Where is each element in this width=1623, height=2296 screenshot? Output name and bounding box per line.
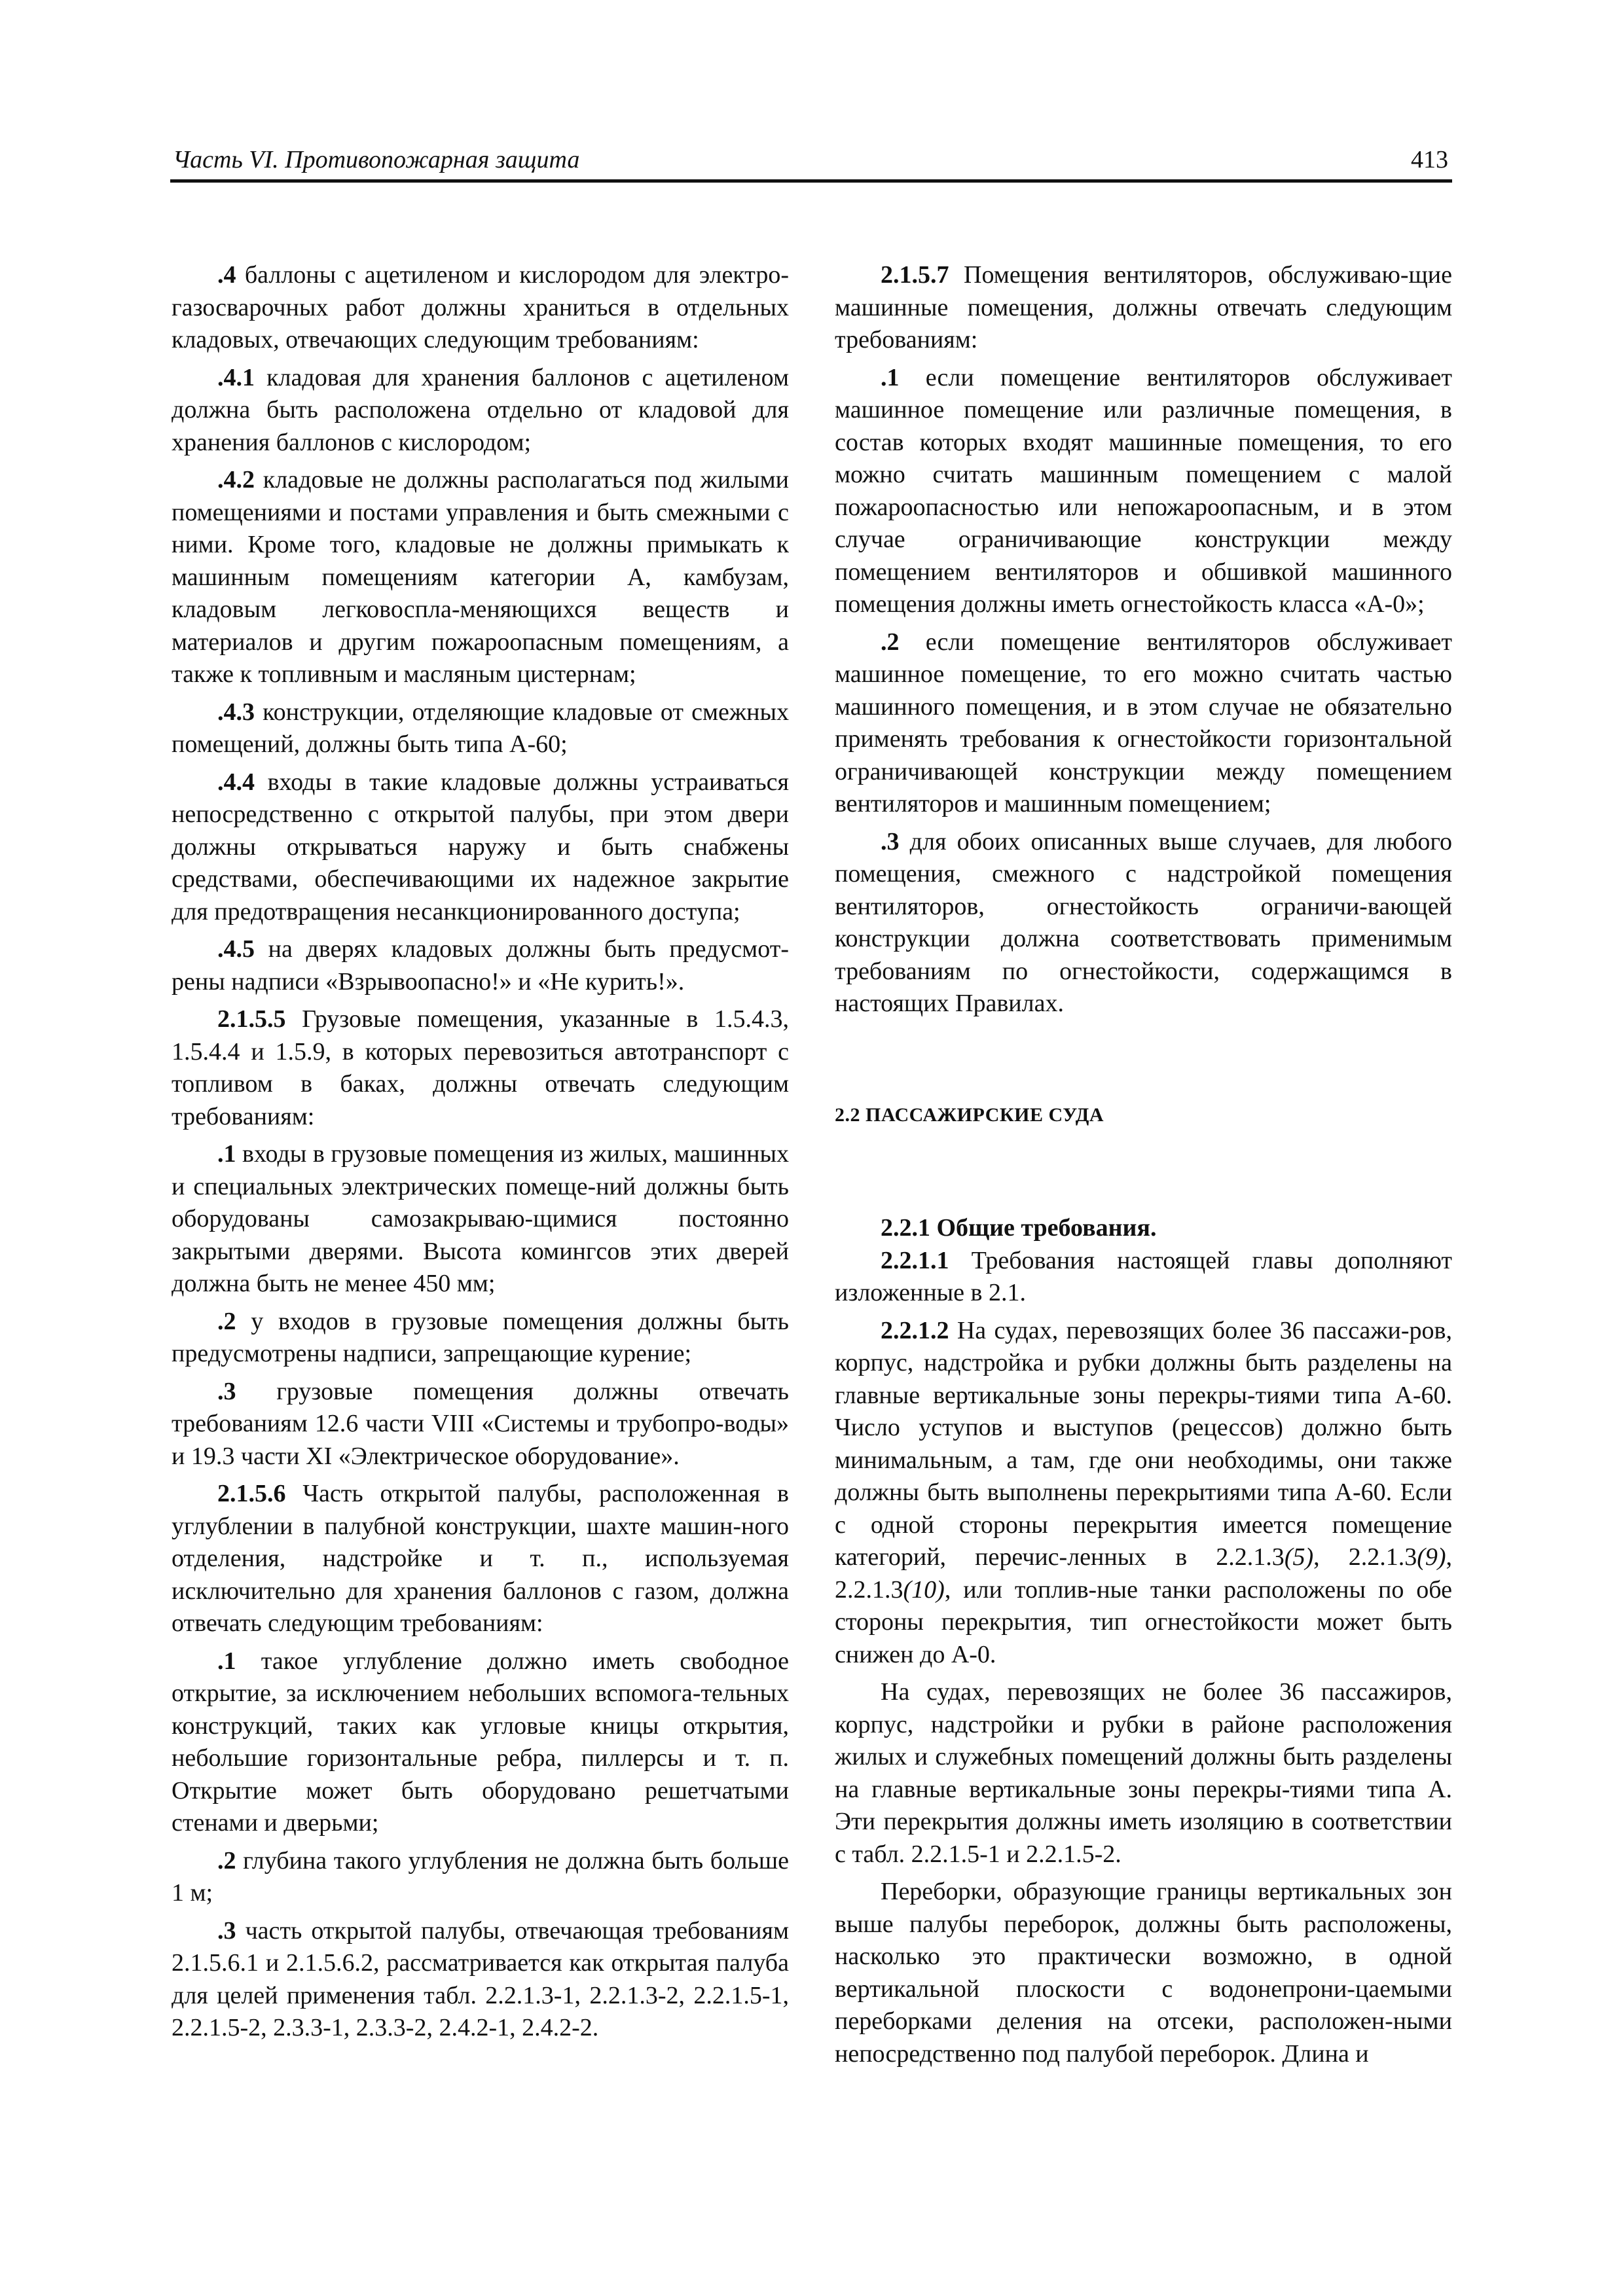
paragraph-text: , или топлив-ные танки расположены по обе стороны перекрытия, тип огнестойкости может быть снижен до А-0.	[835, 1575, 1452, 1668]
paragraph	[172, 1915, 789, 2045]
paragraph-text: если помещение вентиляторов обслуживает машинное помещение, то его можно считать частью машинного помещения, и в этом случае не обязательно применять требования к огнестойкости горизонтальной ограничивающей конструкции между помещением вентиляторов и машинным помещением;	[835, 628, 1452, 817]
ref-italic: (10)	[903, 1575, 945, 1604]
clause-number: 2.2.1.1	[881, 1246, 949, 1274]
clause-number: .4	[217, 261, 236, 289]
paragraph	[172, 464, 789, 691]
paragraph	[172, 1138, 789, 1300]
paragraph-text: кладовая для хранения баллонов с ацетиленом должна быть расположена отдельно от кладовой для хранения баллонов с кислородом;	[172, 363, 789, 456]
page-header	[170, 145, 1452, 183]
paragraph	[172, 259, 789, 357]
paragraph-text: у входов в грузовые помещения должны быть предусмотрены надписи, запрещающие курение;	[172, 1307, 789, 1367]
clause-number: .2	[881, 628, 900, 656]
section-title: 2.2 ПАССАЖИРСКИЕ СУДА	[835, 1103, 1104, 1126]
clause-number: .4.1	[217, 363, 255, 391]
clause-number: 2.1.5.6	[217, 1480, 286, 1507]
paragraph-text: Требования настоящей главы дополняют изложенные в 2.1.	[835, 1246, 1452, 1306]
clause-number: .3	[217, 1916, 236, 1945]
paragraph	[172, 1845, 789, 1910]
page-number: 413	[1411, 146, 1448, 173]
ref-italic: (9)	[1417, 1543, 1446, 1571]
paragraph-text: На судах, перевозящих более 36 пассажи-ров, корпус, надстройка и рубки должны быть разделены на главные вертикальные зоны перекры-тиями типа А-60. Число уступов и выступов (рецессов) должно быть минимальным, а там, где они необходимы, они также должны быть выполнены перекрытиями типа А-60. Если с одной стороны перекрытия имеется помещение категорий, перечис-ленных в 2.2.1.3	[835, 1316, 1452, 1571]
paragraph-text: глубина такого углубления не должна быть больше 1 м;	[172, 1846, 789, 1907]
clause-number: .4.4	[217, 768, 255, 796]
paragraph	[172, 696, 789, 761]
clause-number: .1	[217, 1140, 236, 1168]
paragraph-text: конструкции, отделяющие кладовые от смежных помещений, должны быть типа А-60;	[172, 698, 789, 758]
paragraph-text: Грузовые помещения, указанные в 1.5.4.3, 1.5.4.4 и 1.5.9, в которых перевозиться автотранспорт с топливом в баках, должны отвечать следующим требованиям:	[172, 1005, 789, 1130]
paragraph	[835, 826, 1452, 1020]
paragraph	[172, 1306, 789, 1371]
paragraph-text: , 2.2.1.3	[1313, 1543, 1417, 1571]
left-column	[172, 259, 789, 2045]
paragraph: На судах, перевозящих не более 36 пассажиров, корпус, надстройки и рубки в районе расположения жилых и служебных помещений должны быть разделены на главные вертикальные зоны перекры-тиями типа А. Эти перекрытия должны иметь изоляцию в соответствии с табл. 2.2.1.5-1 и 2.2.1.5-2.	[835, 1678, 1452, 1868]
subsection-heading: 2.2.1 Общие требования.	[881, 1214, 1157, 1242]
ref-italic: (5)	[1284, 1543, 1314, 1571]
paragraph-text: баллоны с ацетиленом и кислородом для электро-газосварочных работ должны храниться в отдельных кладовых, отвечающих следующим требованиям:	[172, 261, 789, 353]
clause-number: 2.1.5.7	[881, 261, 949, 289]
paragraph	[835, 1245, 1452, 1310]
clause-number: .1	[217, 1647, 236, 1675]
running-title: Часть VI. Противопожарная защита	[173, 146, 580, 173]
clause-number: 2.2.1.2	[881, 1316, 949, 1344]
paragraph-text: на дверях кладовых должны быть предусмот-рены надписи «Взрывоопасно!» и «Не курить!».	[172, 935, 789, 996]
paragraph	[835, 626, 1452, 821]
paragraph-text: входы в такие кладовые должны устраиваться непосредственно с открытой палубы, при этом двери должны открываться наружу и быть снабжены средствами, обеспечивающими их надежное закрытие для предотвращения несанкционированного доступа;	[172, 768, 789, 925]
paragraph	[172, 1003, 789, 1133]
paragraph-text: часть открытой палубы, отвечающая требованиям 2.1.5.6.1 и 2.1.5.6.2, рассматривается как открытая палуба для целей применения табл. 2.2.1.3-1, 2.2.1.3-2, 2.2.1.5-1, 2.2.1.5-2, 2.3.3-1, 2.3.3-2, 2.4.2-1, 2.4.2-2.	[172, 1916, 789, 2041]
paragraph	[172, 933, 789, 998]
clause-number: .4.3	[217, 698, 255, 726]
paragraph-text: такое углубление должно иметь свободное открытие, за исключением небольших вспомога-тельных конструкций, таких как угловые кницы открытия, небольшие горизонтальные ребра, пиллерсы и т. п. Открытие может быть оборудовано решетчатыми стенами и дверьми;	[172, 1647, 789, 1837]
right-column	[835, 259, 1452, 2070]
clause-number: .1	[881, 363, 900, 391]
paragraph-text: входы в грузовые помещения из жилых, машинных и специальных электрических помеще-ний должны быть оборудованы самозакрываю-щимися постоянно закрытыми дверями. Высота комингсов этих дверей должна быть не менее 450 мм;	[172, 1140, 789, 1297]
paragraph: Переборки, образующие границы вертикальных зон выше палубы переборок, должны быть расположены, насколько это практически возможно, в одной вертикальной плоскости с водонепрони-цаемыми переборками деления на отсеки, расположен-ными непосредственно под палубой переборок. Длина и	[835, 1878, 1452, 2068]
paragraph	[835, 259, 1452, 357]
paragraph	[172, 1478, 789, 1640]
paragraph	[172, 362, 789, 459]
clause-number: .3	[881, 827, 900, 855]
clause-number: .3	[217, 1377, 236, 1405]
paragraph-text: для обоих описанных выше случаев, для любого помещения, смежного с надстройкой помещения вентиляторов, огнестойкость ограничи-вающей конструкции должна соответствовать применимым требованиям по огнестойкости, содержащимся в настоящих Правилах.	[835, 827, 1452, 1017]
paragraph	[172, 766, 789, 929]
clause-number: .2	[217, 1846, 236, 1874]
paragraph-text: грузовые помещения должны отвечать требованиям 12.6 части VIII «Системы и трубопро-воды» и 19.3 части XI «Электрическое оборудование».	[172, 1377, 789, 1470]
paragraph-text: , 2.2.1.3	[835, 1543, 1452, 1604]
paragraph	[172, 1376, 789, 1473]
clause-number: .2	[217, 1307, 236, 1335]
paragraph-text: кладовые не должны располагаться под жилыми помещениями и постами управления и быть смежными с ними. Кроме того, кладовые не должны примыкать к машинным помещениям категории А, камбузам, кладовым легковоспла-меняющихся веществ и материалов и другим пожароопасным помещениям, а также к топливным и масляным цистернам;	[172, 466, 789, 688]
clause-number: .4.5	[217, 935, 255, 963]
paragraph-text: если помещение вентиляторов обслуживает машинное помещение или различные помещения, в состав которых входят машинные помещения, то его можно считать машинным помещением с малой пожароопасностью или непожароопасным, и в этом случае ограничивающие конструкции между помещением вентиляторов и обшивкой машинного помещения должны иметь огнестойкость класса «А-0»;	[835, 363, 1452, 618]
paragraph	[835, 1315, 1452, 1672]
paragraph	[172, 1645, 789, 1840]
clause-number: .4.2	[217, 466, 255, 493]
paragraph	[835, 362, 1452, 621]
clause-number: 2.1.5.5	[217, 1005, 286, 1033]
paragraph-text: Часть открытой палубы, расположенная в углублении в палубной конструкции, шахте машин-ного отделения, надстройке и т. п., используемая исключительно для хранения баллонов с газом, должна отвечать следующим требованиям:	[172, 1480, 789, 1637]
paragraph-text: Помещения вентиляторов, обслуживаю-щие машинные помещения, должны отвечать следующим требованиям:	[835, 261, 1452, 353]
